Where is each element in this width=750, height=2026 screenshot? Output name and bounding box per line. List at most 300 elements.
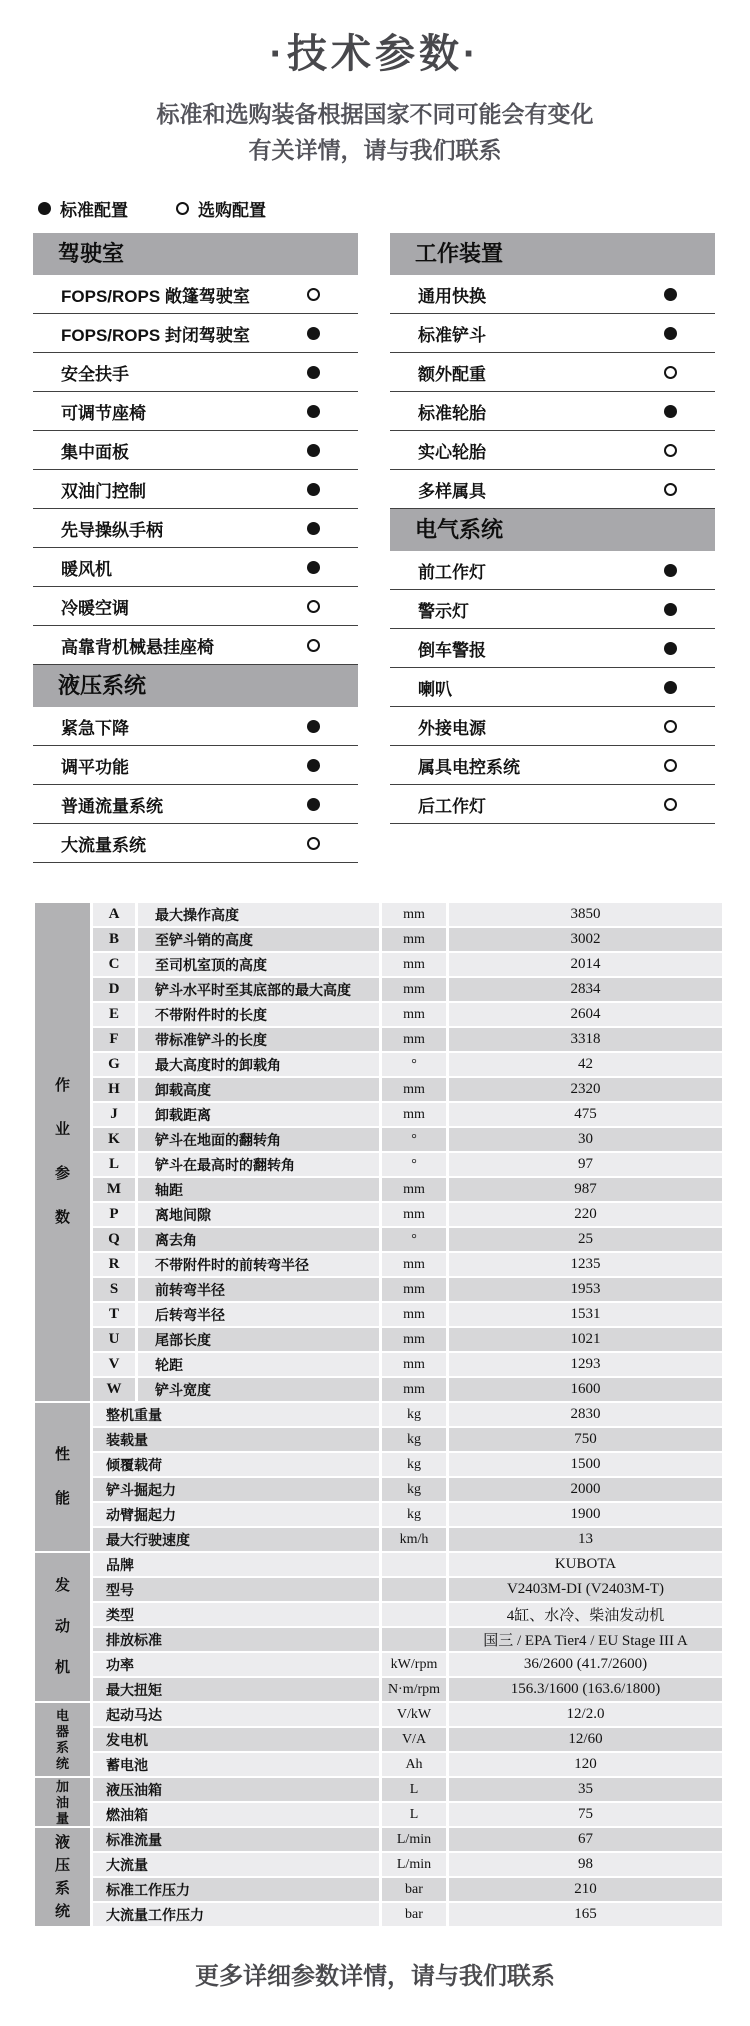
spec-unit: L/min: [382, 1828, 446, 1851]
optional-config-dot: [307, 639, 320, 652]
spec-label: 轴距: [138, 1178, 379, 1201]
spec-row: [93, 1603, 722, 1626]
spec-label: 标准流量: [93, 1828, 379, 1851]
spec-value: 165: [449, 1903, 722, 1926]
equipment-item: [390, 470, 715, 509]
spec-row: [93, 1253, 722, 1276]
spec-dimension-key: E: [93, 1003, 135, 1026]
spec-row: [93, 1828, 722, 1851]
spec-group-label-char: 发: [54, 1577, 70, 1594]
spec-dimension-key: H: [93, 1078, 135, 1101]
equipment-item: [33, 353, 358, 392]
spec-label: 尾部长度: [138, 1328, 379, 1351]
equipment-item: [33, 746, 358, 785]
spec-value: 210: [449, 1878, 722, 1901]
spec-row: [93, 1278, 722, 1301]
equipment-list: [33, 707, 358, 863]
spec-label: 轮距: [138, 1353, 379, 1376]
spec-value: 25: [449, 1228, 722, 1251]
spec-value: 2000: [449, 1478, 722, 1501]
spec-dimension-key: R: [93, 1253, 135, 1276]
spec-unit: mm: [382, 1028, 446, 1051]
spec-unit: kg: [382, 1403, 446, 1426]
spec-unit: mm: [382, 928, 446, 951]
standard-config-dot: [307, 798, 320, 811]
spec-group-label-char: 系: [54, 1879, 70, 1897]
spec-value: 987: [449, 1178, 722, 1201]
equipment-item-label: 多样属具: [418, 481, 486, 501]
equipment-item: [390, 314, 715, 353]
equipment-item: [33, 314, 358, 353]
spec-value: 42: [449, 1053, 722, 1076]
spec-group-label-char: 加: [55, 1778, 69, 1794]
spec-dimension-key: A: [93, 903, 135, 926]
spec-label: 型号: [93, 1578, 379, 1601]
equipment-item: [33, 548, 358, 587]
equipment-item: [390, 629, 715, 668]
spec-group-label-char: 液: [54, 1833, 70, 1851]
standard-config-dot: [664, 327, 677, 340]
spec-row: [93, 1478, 722, 1501]
spec-group-label-char: 系: [55, 1740, 69, 1755]
spec-row: [93, 1903, 722, 1926]
equipment-item-label: 双油门控制: [61, 481, 146, 501]
spec-row: [93, 1628, 722, 1651]
standard-config-dot: [307, 405, 320, 418]
page-title: ·技术参数·: [269, 32, 481, 76]
spec-label: 后转弯半径: [138, 1303, 379, 1326]
spec-group-label-char: 器: [55, 1724, 69, 1739]
equipment-item-label: 警示灯: [418, 601, 469, 621]
spec-unit: kg: [382, 1453, 446, 1476]
equipment-item: [390, 707, 715, 746]
equipment-item: [33, 509, 358, 548]
spec-value: 1021: [449, 1328, 722, 1351]
legend-optional-label: 选购配置: [198, 201, 266, 220]
spec-dimension-key: U: [93, 1328, 135, 1351]
spec-group-column: [35, 903, 90, 1926]
spec-value: 1531: [449, 1303, 722, 1326]
spec-row: [93, 1028, 722, 1051]
spec-label: 至铲斗销的高度: [138, 928, 379, 951]
standard-config-dot: [307, 444, 320, 457]
spec-row: [93, 1328, 722, 1351]
spec-value: 1293: [449, 1353, 722, 1376]
spec-group-label-char: 数: [54, 1209, 70, 1226]
spec-dimension-key: C: [93, 953, 135, 976]
spec-value: 12/2.0: [449, 1703, 722, 1726]
standard-config-dot: [664, 405, 677, 418]
spec-label: 铲斗宽度: [138, 1378, 379, 1401]
spec-row: [93, 953, 722, 976]
spec-label: 大流量: [93, 1853, 379, 1876]
spec-group-label-char: 量: [55, 1810, 69, 1826]
equipment-item: [33, 431, 358, 470]
spec-dimension-key: K: [93, 1128, 135, 1151]
equipment-item-label: 先导操纵手柄: [61, 520, 163, 540]
spec-row: [93, 1228, 722, 1251]
optional-config-dot: [307, 600, 320, 613]
spec-dimension-key: L: [93, 1153, 135, 1176]
spec-row: [93, 1428, 722, 1451]
spec-row: [93, 1503, 722, 1526]
spec-unit: mm: [382, 978, 446, 1001]
spec-dimension-key: G: [93, 1053, 135, 1076]
spec-row: [93, 1653, 722, 1676]
equipment-item-label: 紧急下降: [61, 718, 129, 738]
equipment-item: [390, 551, 715, 590]
spec-unit: mm: [382, 1328, 446, 1351]
spec-value: 3318: [449, 1028, 722, 1051]
spec-group-label-char: 作: [54, 1077, 70, 1094]
spec-label: 动臂掘起力: [93, 1503, 379, 1526]
spec-value: KUBOTA: [449, 1553, 722, 1576]
spec-group-label-char: 电: [55, 1708, 69, 1723]
standard-config-dot: [307, 720, 320, 733]
spec-label: 最大高度时的卸载角: [138, 1053, 379, 1076]
equipment-item-label: 属具电控系统: [418, 757, 520, 777]
equipment-item-label: 前工作灯: [418, 562, 486, 582]
spec-label: 燃油箱: [93, 1803, 379, 1826]
spec-group-label: [35, 1703, 90, 1776]
equipment-item: [390, 668, 715, 707]
spec-label: 发电机: [93, 1728, 379, 1751]
equipment-item-label: 标准轮胎: [418, 403, 486, 423]
spec-value: 750: [449, 1428, 722, 1451]
standard-config-dot-icon: [38, 202, 51, 215]
optional-config-dot: [307, 288, 320, 301]
spec-value: 1900: [449, 1503, 722, 1526]
equipment-list: [390, 275, 715, 509]
spec-row: [93, 1353, 722, 1376]
spec-row: [93, 928, 722, 951]
standard-config-dot: [664, 564, 677, 577]
optional-config-dot: [664, 798, 677, 811]
spec-label: 最大扭矩: [93, 1678, 379, 1701]
spec-unit: N·m/rpm: [382, 1678, 446, 1701]
spec-label: 液压油箱: [93, 1778, 379, 1801]
spec-label: 倾覆载荷: [93, 1453, 379, 1476]
spec-value: 30: [449, 1128, 722, 1151]
spec-row: [93, 1803, 722, 1826]
spec-unit: [382, 1553, 446, 1576]
spec-unit: V/kW: [382, 1703, 446, 1726]
spec-unit: L/min: [382, 1853, 446, 1876]
optional-config-dot: [664, 444, 677, 457]
equipment-item: [390, 392, 715, 431]
section-header: 驾驶室: [33, 233, 358, 275]
spec-group-label-char: 动: [54, 1618, 70, 1635]
equipment-item-label: 普通流量系统: [61, 796, 163, 816]
spec-unit: L: [382, 1778, 446, 1801]
spec-dimension-key: W: [93, 1378, 135, 1401]
spec-group-label-char: 统: [54, 1902, 70, 1920]
standard-config-dot: [664, 288, 677, 301]
spec-row: [93, 1128, 722, 1151]
equipment-item: [33, 275, 358, 314]
spec-label: 铲斗在地面的翻转角: [138, 1128, 379, 1151]
equipment-item: [33, 470, 358, 509]
spec-label: 排放标准: [93, 1628, 379, 1651]
standard-config-dot: [664, 681, 677, 694]
equipment-item-label: 大流量系统: [61, 835, 146, 855]
spec-value: 1600: [449, 1378, 722, 1401]
spec-value: 2604: [449, 1003, 722, 1026]
equipment-item-label: 通用快换: [418, 286, 486, 306]
spec-label: 蓄电池: [93, 1753, 379, 1776]
spec-unit: mm: [382, 1178, 446, 1201]
spec-row: [93, 1853, 722, 1876]
spec-unit: mm: [382, 903, 446, 926]
optional-config-dot-icon: [176, 202, 189, 215]
spec-value: 67: [449, 1828, 722, 1851]
spec-unit: mm: [382, 1203, 446, 1226]
spec-dimension-key: V: [93, 1353, 135, 1376]
spec-value: 1953: [449, 1278, 722, 1301]
equipment-item: [390, 275, 715, 314]
spec-unit: mm: [382, 953, 446, 976]
spec-value: 2320: [449, 1078, 722, 1101]
spec-unit: Ah: [382, 1753, 446, 1776]
standard-config-dot: [307, 561, 320, 574]
section-header: 液压系统: [33, 665, 358, 707]
spec-row: [93, 1403, 722, 1426]
spec-value: 12/60: [449, 1728, 722, 1751]
spec-value: 国三 / EPA Tier4 / EU Stage III A: [449, 1628, 722, 1651]
spec-row: [93, 1778, 722, 1801]
spec-value: 97: [449, 1153, 722, 1176]
spec-label: 整机重量: [93, 1403, 379, 1426]
spec-unit: °: [382, 1228, 446, 1251]
spec-label: 品牌: [93, 1553, 379, 1576]
spec-row: [93, 1678, 722, 1701]
spec-value: 35: [449, 1778, 722, 1801]
equipment-section: [33, 665, 358, 863]
equipment-item-label: 集中面板: [61, 442, 129, 462]
section-header: 电气系统: [390, 509, 715, 551]
spec-label: 最大操作高度: [138, 903, 379, 926]
standard-config-dot: [664, 642, 677, 655]
equipment-section: [390, 509, 715, 824]
spec-row: [93, 1178, 722, 1201]
spec-value: 3002: [449, 928, 722, 951]
spec-label: 卸载高度: [138, 1078, 379, 1101]
spec-unit: [382, 1628, 446, 1651]
spec-row: [93, 978, 722, 1001]
equipment-item: [390, 746, 715, 785]
spec-unit: mm: [382, 1253, 446, 1276]
equipment-item-label: 高靠背机械悬挂座椅: [61, 637, 214, 657]
spec-dimension-key: Q: [93, 1228, 135, 1251]
equipment-item-label: 暖风机: [61, 559, 112, 579]
spec-unit: bar: [382, 1903, 446, 1926]
equipment-item-label: 可调节座椅: [61, 403, 146, 423]
spec-dimension-key: D: [93, 978, 135, 1001]
equipment-item-label: 实心轮胎: [418, 442, 486, 462]
equipment-section: [390, 233, 715, 509]
spec-row: [93, 1528, 722, 1551]
spec-label: 类型: [93, 1603, 379, 1626]
spec-group-label-char: 机: [54, 1659, 70, 1676]
spec-label: 离去角: [138, 1228, 379, 1251]
spec-unit: mm: [382, 1278, 446, 1301]
equipment-item-label: 调平功能: [61, 757, 129, 777]
spec-unit: mm: [382, 1103, 446, 1126]
spec-group-label-char: 油: [55, 1794, 69, 1810]
equipment-item-label: 喇叭: [418, 679, 452, 699]
optional-config-dot: [664, 366, 677, 379]
equipment-item-label: 外接电源: [418, 718, 486, 738]
spec-row: [93, 1703, 722, 1726]
spec-label: 至司机室顶的高度: [138, 953, 379, 976]
spec-group-label: [35, 903, 90, 1401]
equipment-column-right: [390, 233, 715, 824]
spec-unit: mm: [382, 1078, 446, 1101]
spec-unit: °: [382, 1153, 446, 1176]
spec-unit: kg: [382, 1428, 446, 1451]
spec-unit: °: [382, 1128, 446, 1151]
spec-value: 98: [449, 1853, 722, 1876]
spec-group-label: [35, 1403, 90, 1551]
spec-dimension-key: T: [93, 1303, 135, 1326]
spec-row: [93, 1753, 722, 1776]
equipment-column-left: [33, 233, 358, 863]
spec-label: 铲斗掘起力: [93, 1478, 379, 1501]
spec-row: [93, 1878, 722, 1901]
standard-config-dot: [307, 366, 320, 379]
spec-row: [93, 1078, 722, 1101]
equipment-item-label: 冷暖空调: [61, 598, 129, 618]
spec-row: [93, 1728, 722, 1751]
spec-row: [93, 1578, 722, 1601]
spec-rows-column: [93, 903, 722, 1926]
spec-label: 不带附件时的前转弯半径: [138, 1253, 379, 1276]
spec-row: [93, 1378, 722, 1401]
spec-unit: kg: [382, 1503, 446, 1526]
optional-config-dot: [664, 720, 677, 733]
equipment-item: [33, 824, 358, 863]
standard-config-dot: [664, 603, 677, 616]
equipment-item: [390, 590, 715, 629]
equipment-item-label: 倒车警报: [418, 640, 486, 660]
spec-value: 3850: [449, 903, 722, 926]
equipment-section: [33, 233, 358, 665]
spec-value: 475: [449, 1103, 722, 1126]
equipment-list: [390, 551, 715, 824]
spec-row: [93, 903, 722, 926]
spec-value: 156.3/1600 (163.6/1800): [449, 1678, 722, 1701]
spec-group-label: [35, 1778, 90, 1826]
spec-dimension-key: B: [93, 928, 135, 951]
optional-config-dot: [307, 837, 320, 850]
spec-unit: bar: [382, 1878, 446, 1901]
spec-value: 2830: [449, 1403, 722, 1426]
spec-dimension-key: J: [93, 1103, 135, 1126]
spec-row: [93, 1453, 722, 1476]
legend: [38, 196, 266, 221]
spec-label: 不带附件时的长度: [138, 1003, 379, 1026]
spec-unit: V/A: [382, 1728, 446, 1751]
spec-row: [93, 1553, 722, 1576]
spec-dimension-key: S: [93, 1278, 135, 1301]
spec-value: 2014: [449, 953, 722, 976]
spec-unit: mm: [382, 1003, 446, 1026]
spec-label: 最大行驶速度: [93, 1528, 379, 1551]
standard-config-dot: [307, 522, 320, 535]
spec-value: 4缸、水冷、柴油发动机: [449, 1603, 722, 1626]
spec-label: 卸载距离: [138, 1103, 379, 1126]
spec-label: 起动马达: [93, 1703, 379, 1726]
spec-group-label-char: 业: [54, 1121, 70, 1138]
equipment-item-label: FOPS/ROPS 敞篷驾驶室: [61, 286, 250, 306]
equipment-item-label: 安全扶手: [61, 364, 129, 384]
spec-value: 220: [449, 1203, 722, 1226]
equipment-item: [390, 353, 715, 392]
optional-config-dot: [664, 759, 677, 772]
spec-value: 1500: [449, 1453, 722, 1476]
spec-row: [93, 1003, 722, 1026]
spec-unit: kW/rpm: [382, 1653, 446, 1676]
equipment-item: [390, 785, 715, 824]
spec-unit: L: [382, 1803, 446, 1826]
spec-label: 离地间隙: [138, 1203, 379, 1226]
spec-label: 功率: [93, 1653, 379, 1676]
spec-value: 75: [449, 1803, 722, 1826]
spec-label: 铲斗水平时至其底部的最大高度: [138, 978, 379, 1001]
spec-group-label: [35, 1828, 90, 1926]
spec-value: 120: [449, 1753, 722, 1776]
spec-table: [35, 903, 722, 1926]
equipment-item: [390, 431, 715, 470]
spec-unit: kg: [382, 1478, 446, 1501]
equipment-item: [33, 392, 358, 431]
spec-unit: km/h: [382, 1528, 446, 1551]
section-header: 工作装置: [390, 233, 715, 275]
equipment-item-label: 标准铲斗: [418, 325, 486, 345]
standard-config-dot: [307, 327, 320, 340]
standard-config-dot: [307, 759, 320, 772]
equipment-item-label: 额外配重: [418, 364, 486, 384]
spec-label: 带标准铲斗的长度: [138, 1028, 379, 1051]
spec-unit: mm: [382, 1378, 446, 1401]
spec-row: [93, 1303, 722, 1326]
spec-label: 前转弯半径: [138, 1278, 379, 1301]
spec-group-label-char: 统: [55, 1756, 69, 1771]
spec-dimension-key: P: [93, 1203, 135, 1226]
spec-label: 标准工作压力: [93, 1878, 379, 1901]
spec-label: 铲斗在最高时的翻转角: [138, 1153, 379, 1176]
spec-group-label: [35, 1553, 90, 1701]
spec-unit: [382, 1603, 446, 1626]
spec-value: V2403M-DI (V2403M-T): [449, 1578, 722, 1601]
equipment-item-label: 后工作灯: [418, 796, 486, 816]
spec-row: [93, 1053, 722, 1076]
spec-label: 大流量工作压力: [93, 1903, 379, 1926]
spec-group-label-char: 参: [54, 1165, 70, 1182]
spec-group-label-char: 能: [54, 1490, 70, 1507]
spec-unit: mm: [382, 1353, 446, 1376]
spec-dimension-key: F: [93, 1028, 135, 1051]
equipment-item-label: FOPS/ROPS 封闭驾驶室: [61, 325, 250, 345]
spec-row: [93, 1103, 722, 1126]
equipment-list: [33, 275, 358, 665]
page-subtitle-line2: 有关详情，请与我们联系: [248, 137, 502, 163]
spec-group-label-char: 压: [54, 1856, 70, 1874]
spec-unit: °: [382, 1053, 446, 1076]
page-footer: 更多详细参数详情，请与我们联系: [195, 1963, 555, 1990]
legend-standard-label: 标准配置: [60, 201, 128, 220]
spec-unit: mm: [382, 1303, 446, 1326]
